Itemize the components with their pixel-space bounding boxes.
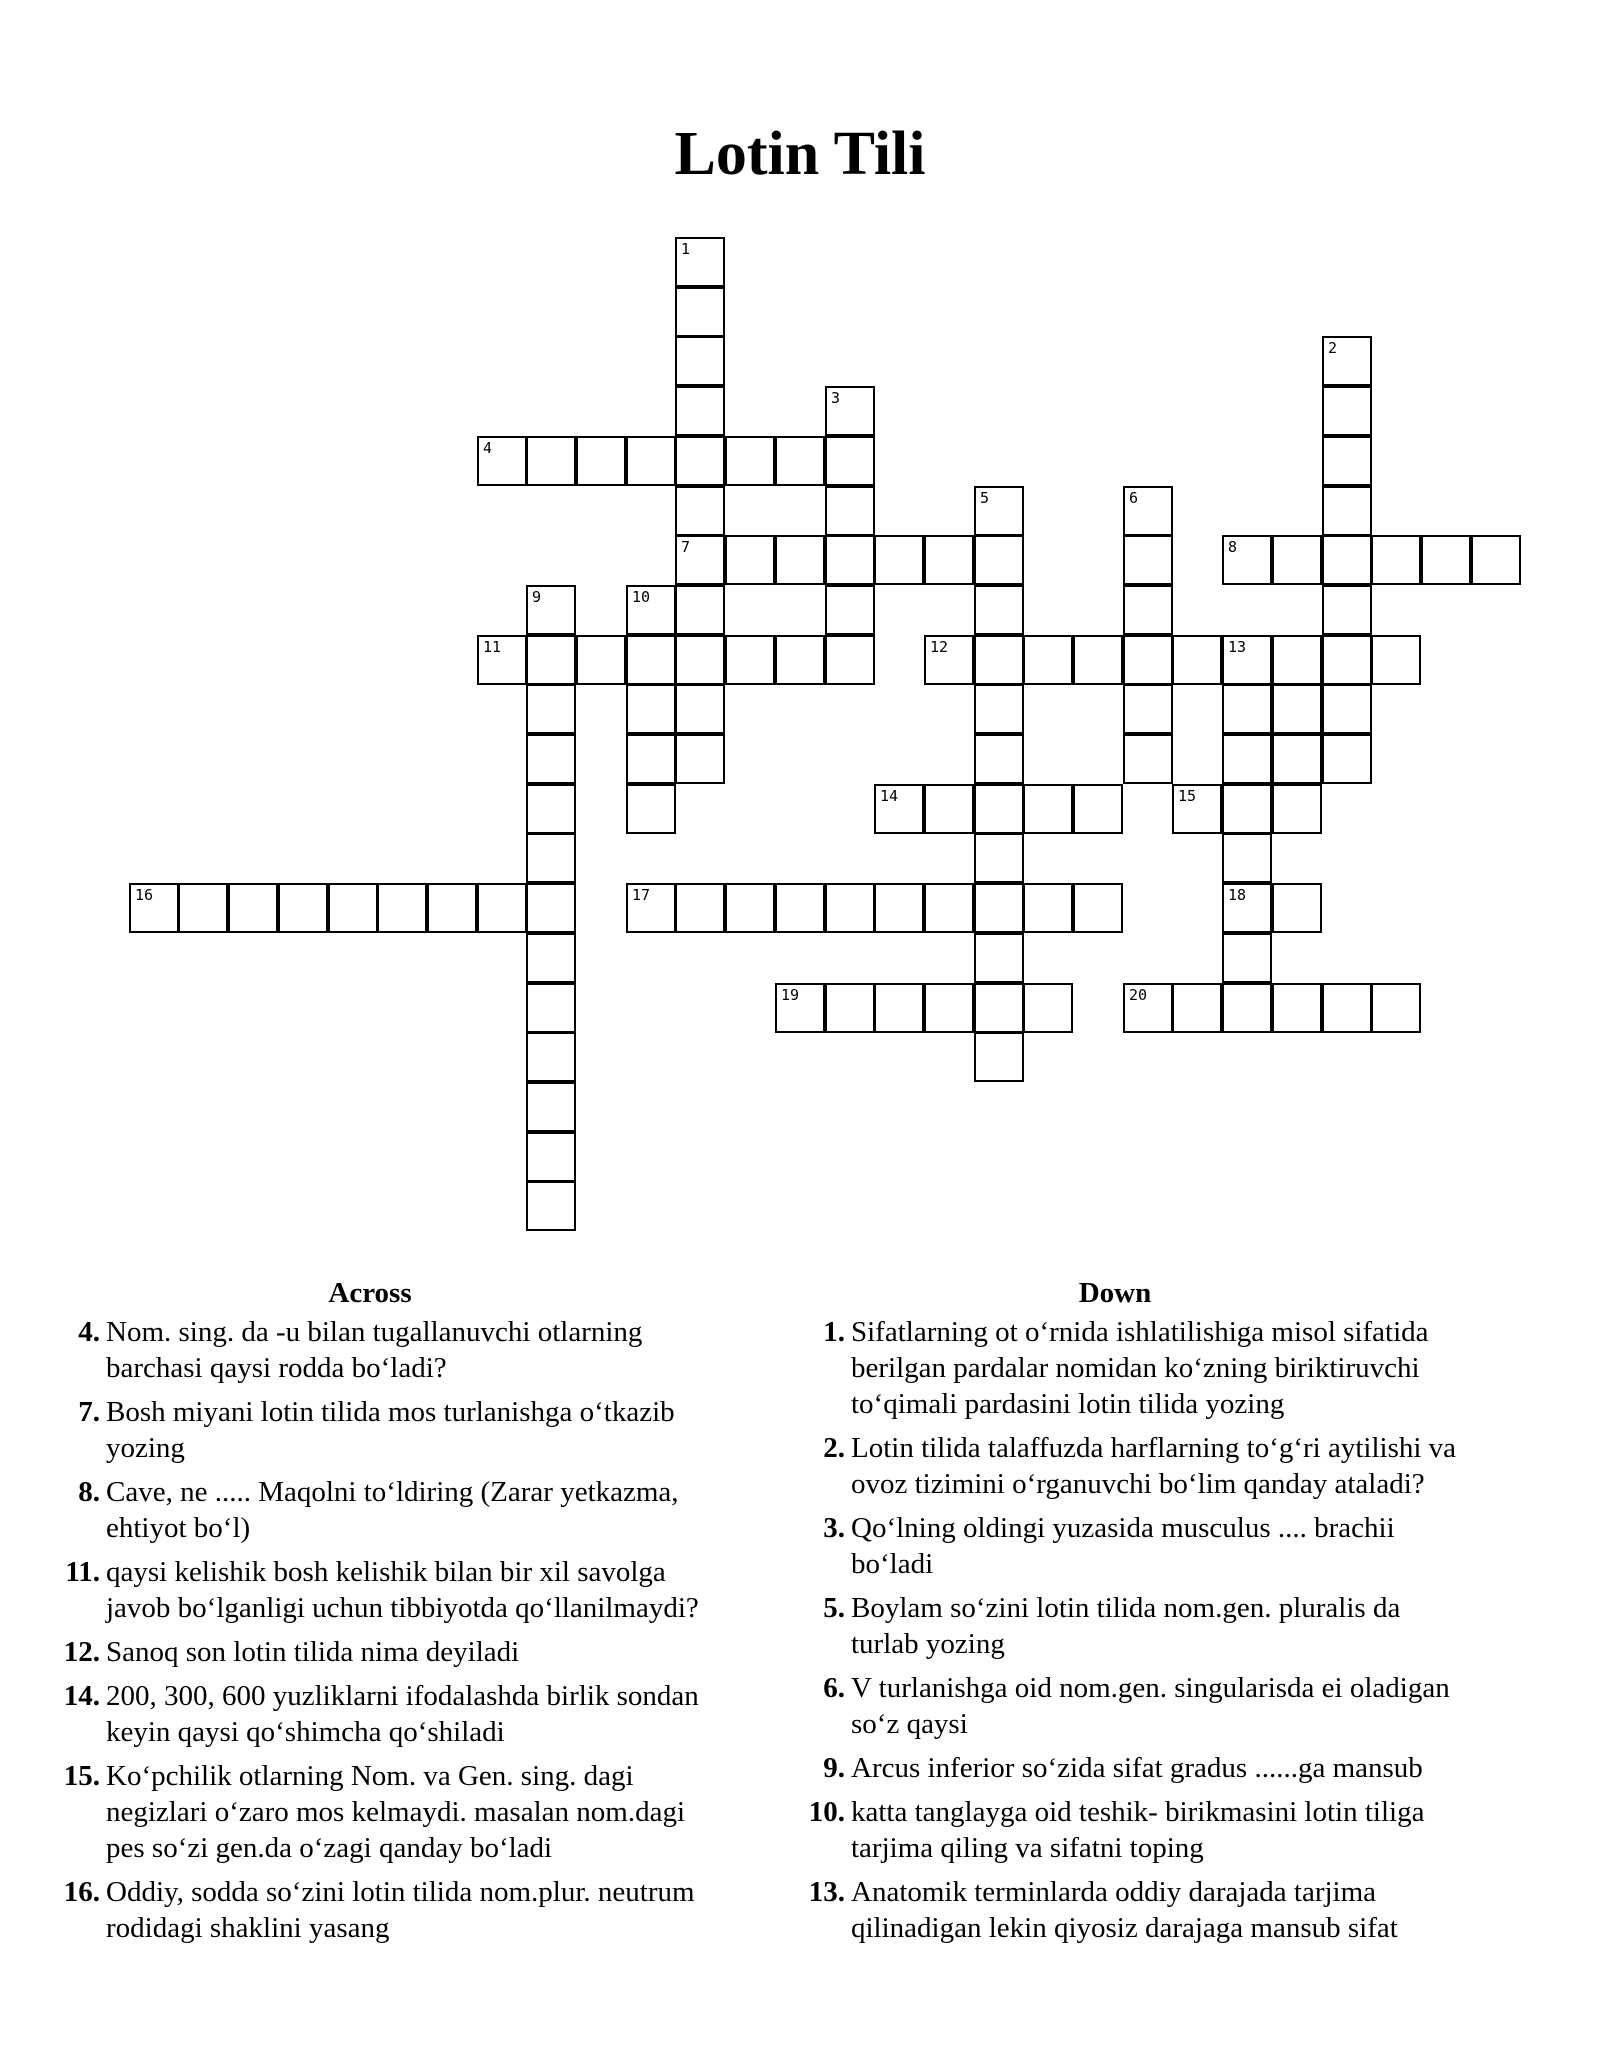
- down-heading: Down: [1078, 1277, 1152, 1309]
- grid-cell[interactable]: [874, 784, 924, 834]
- grid-cell[interactable]: [1222, 784, 1272, 834]
- grid-cell[interactable]: [526, 1132, 576, 1182]
- grid-cell[interactable]: [974, 883, 1024, 933]
- grid-cell[interactable]: [775, 436, 825, 486]
- grid-cell[interactable]: [1222, 983, 1272, 1033]
- clue-number: 5: [980, 489, 990, 507]
- grid-cell[interactable]: [1172, 983, 1222, 1033]
- clue-num: 8.: [78, 1476, 100, 1508]
- grid-cell[interactable]: [675, 535, 725, 585]
- grid-cell[interactable]: [974, 535, 1024, 585]
- grid-cell[interactable]: [1123, 734, 1173, 784]
- clue-text: Sanoq son lotin tilida nima deyiladi: [106, 1636, 520, 1668]
- grid-cell[interactable]: [1222, 535, 1272, 585]
- grid-cell[interactable]: [526, 1082, 576, 1132]
- across-clue: [20, 1394, 720, 1466]
- grid-cell[interactable]: [775, 983, 825, 1033]
- grid-cell[interactable]: [526, 1181, 576, 1231]
- grid-cell[interactable]: [974, 635, 1024, 685]
- clue-num: 13.: [808, 1876, 845, 1908]
- grid-cell[interactable]: [675, 635, 725, 685]
- grid-cell[interactable]: [1123, 585, 1173, 635]
- grid-cell[interactable]: [675, 287, 725, 337]
- grid-cell[interactable]: [1272, 684, 1322, 734]
- across-clue: [20, 1758, 720, 1866]
- grid-cell[interactable]: [1322, 336, 1372, 386]
- grid-cell[interactable]: [1272, 535, 1322, 585]
- grid-cell[interactable]: [1023, 983, 1073, 1033]
- grid-cell[interactable]: [725, 635, 775, 685]
- clue-number: 18: [1228, 886, 1247, 904]
- down-clue: [765, 1670, 1465, 1742]
- grid-cell[interactable]: [129, 883, 179, 933]
- grid-cell[interactable]: [526, 635, 576, 685]
- grid-cell[interactable]: [178, 883, 228, 933]
- grid-cell[interactable]: [1471, 535, 1521, 585]
- clue-text: Boylam soʻzini lotin tilida nom.gen. pluralis da turlab yozing: [851, 1592, 1401, 1660]
- clue-number: 17: [632, 886, 651, 904]
- grid-cell[interactable]: [328, 883, 378, 933]
- grid-cell[interactable]: [626, 436, 676, 486]
- grid-cell[interactable]: [1222, 883, 1272, 933]
- grid-cell[interactable]: [1172, 635, 1222, 685]
- grid-cell[interactable]: [1322, 734, 1372, 784]
- grid-cell[interactable]: [1371, 983, 1421, 1033]
- grid-cell[interactable]: [1371, 635, 1421, 685]
- grid-cell[interactable]: [924, 983, 974, 1033]
- clue-num: 10.: [808, 1796, 845, 1828]
- grid-cell[interactable]: [427, 883, 477, 933]
- grid-cell[interactable]: [725, 883, 775, 933]
- grid-cell[interactable]: [526, 684, 576, 734]
- clue-number: 9: [532, 588, 542, 606]
- across-clue: [20, 1474, 720, 1546]
- grid-cell[interactable]: [1322, 585, 1372, 635]
- clue-number: 7: [681, 538, 691, 556]
- grid-cell[interactable]: [874, 883, 924, 933]
- grid-cell[interactable]: [626, 734, 676, 784]
- clue-number: 1: [681, 240, 691, 258]
- grid-cell[interactable]: [1123, 635, 1173, 685]
- grid-cell[interactable]: [477, 635, 527, 685]
- grid-cell[interactable]: [874, 983, 924, 1033]
- grid-cell[interactable]: [974, 486, 1024, 536]
- across-heading: Across: [328, 1277, 412, 1309]
- grid-cell[interactable]: [874, 535, 924, 585]
- grid-cell[interactable]: [825, 535, 875, 585]
- down-clue: [765, 1874, 1465, 1946]
- clue-number: 12: [930, 638, 949, 656]
- clue-num: 16.: [63, 1876, 100, 1908]
- grid-cell[interactable]: [924, 535, 974, 585]
- grid-cell[interactable]: [1123, 486, 1173, 536]
- clue-num: 3.: [823, 1512, 845, 1544]
- grid-cell[interactable]: [675, 684, 725, 734]
- grid-cell[interactable]: [675, 336, 725, 386]
- grid-cell[interactable]: [278, 883, 328, 933]
- clue-text: Qoʻlning oldingi yuzasida musculus .... brachii boʻladi: [851, 1512, 1395, 1580]
- clue-number: 13: [1228, 638, 1247, 656]
- across-clue: [20, 1314, 720, 1386]
- grid-cell[interactable]: [626, 684, 676, 734]
- grid-cell[interactable]: [725, 436, 775, 486]
- clue-number: 4: [483, 439, 493, 457]
- down-clue: [765, 1314, 1465, 1422]
- down-clue: [765, 1750, 1465, 1786]
- grid-cell[interactable]: [725, 535, 775, 585]
- clue-num: 2.: [823, 1432, 845, 1464]
- grid-cell[interactable]: [974, 933, 1024, 983]
- clue-num: 9.: [823, 1752, 845, 1784]
- grid-cell[interactable]: [1322, 635, 1372, 685]
- grid-cell[interactable]: [228, 883, 278, 933]
- clue-num: 12.: [63, 1636, 100, 1668]
- grid-cell[interactable]: [1272, 784, 1322, 834]
- down-clue: [765, 1590, 1465, 1662]
- grid-cell[interactable]: [1421, 535, 1471, 585]
- grid-cell[interactable]: [1322, 386, 1372, 436]
- clue-text: Sifatlarning ot oʻrnida ishlatilishiga misol sifatida berilgan pardalar nomidan koʻzning biriktiruvchi toʻqimali pardasini lotin tilida yozing: [851, 1316, 1429, 1420]
- grid-cell[interactable]: [675, 585, 725, 635]
- clue-text: 200, 300, 600 yuzliklarni ifodalashda birlik sondan keyin qaysi qoʻshimcha qoʻshiladi: [106, 1680, 699, 1748]
- grid-cell[interactable]: [526, 933, 576, 983]
- clue-num: 11.: [65, 1556, 100, 1588]
- clue-num: 14.: [63, 1680, 100, 1712]
- grid-cell[interactable]: [675, 436, 725, 486]
- grid-cell[interactable]: [825, 635, 875, 685]
- grid-cell[interactable]: [1023, 883, 1073, 933]
- clue-number: 6: [1129, 489, 1139, 507]
- grid-cell[interactable]: [974, 734, 1024, 784]
- grid-cell[interactable]: [1023, 784, 1073, 834]
- puzzle-title: Lotin Tili: [674, 120, 926, 188]
- grid-cell[interactable]: [1123, 535, 1173, 585]
- grid-cell[interactable]: [974, 1032, 1024, 1082]
- grid-cell[interactable]: [626, 784, 676, 834]
- grid-cell[interactable]: [1073, 635, 1123, 685]
- clue-number: 11: [483, 638, 502, 656]
- across-clue: [20, 1874, 720, 1946]
- grid-cell[interactable]: [974, 684, 1024, 734]
- grid-cell[interactable]: [1272, 635, 1322, 685]
- grid-cell[interactable]: [924, 635, 974, 685]
- clue-text: Koʻpchilik otlarning Nom. va Gen. sing. dagi negizlari oʻzaro mos kelmaydi. masalan nom.dagi pes soʻzi gen.da oʻzagi qanday boʻladi: [106, 1760, 686, 1864]
- grid-cell[interactable]: [974, 833, 1024, 883]
- clue-number: 20: [1129, 986, 1148, 1004]
- clue-text: katta tanglayga oid teshik- birikmasini lotin tiliga tarjima qiling va sifatni toping: [851, 1796, 1425, 1864]
- across-clue: [20, 1554, 720, 1626]
- clue-number: 19: [781, 986, 800, 1004]
- grid-cell[interactable]: [526, 833, 576, 883]
- grid-cell[interactable]: [526, 983, 576, 1033]
- grid-cell[interactable]: [1073, 883, 1123, 933]
- grid-cell[interactable]: [477, 436, 527, 486]
- clue-num: 6.: [823, 1672, 845, 1704]
- grid-cell[interactable]: [1371, 535, 1421, 585]
- grid-cell[interactable]: [1172, 784, 1222, 834]
- grid-cell[interactable]: [775, 535, 825, 585]
- grid-cell[interactable]: [775, 883, 825, 933]
- grid-cell[interactable]: [1272, 983, 1322, 1033]
- grid-cell[interactable]: [675, 734, 725, 784]
- grid-cell[interactable]: [775, 635, 825, 685]
- grid-cell[interactable]: [1222, 833, 1272, 883]
- across-clue: [20, 1634, 720, 1670]
- clue-text: Oddiy, sodda soʻzini lotin tilida nom.plur. neutrum rodidagi shaklini yasang: [106, 1876, 695, 1944]
- clue-num: 5.: [823, 1592, 845, 1624]
- clue-text: V turlanishga oid nom.gen. singularisda ei oladigan soʻz qaysi: [851, 1672, 1450, 1740]
- grid-cell[interactable]: [626, 883, 676, 933]
- clue-number: 8: [1228, 538, 1238, 556]
- clue-number: 3: [831, 389, 841, 407]
- grid-cell[interactable]: [1222, 635, 1272, 685]
- grid-cell[interactable]: [377, 883, 427, 933]
- grid-cell[interactable]: [526, 436, 576, 486]
- grid-cell[interactable]: [1322, 684, 1372, 734]
- grid-cell[interactable]: [526, 784, 576, 834]
- grid-cell[interactable]: [675, 237, 725, 287]
- clue-num: 7.: [78, 1396, 100, 1428]
- grid-cell[interactable]: [825, 386, 875, 436]
- clue-number: 15: [1178, 787, 1197, 805]
- clue-text: Bosh miyani lotin tilida mos turlanishga oʻtkazib yozing: [106, 1396, 675, 1464]
- down-clue: [765, 1430, 1465, 1502]
- grid-cell[interactable]: [526, 585, 576, 635]
- grid-cell[interactable]: [675, 486, 725, 536]
- clue-text: Anatomik terminlarda oddiy darajada tarjima qilinadigan lekin qiyosiz darajaga mansub sifat: [851, 1876, 1398, 1944]
- grid-cell[interactable]: [576, 436, 626, 486]
- clue-text: Arcus inferior soʻzida sifat gradus ......ga mansub: [851, 1752, 1423, 1784]
- down-clues: [765, 1276, 1465, 1954]
- grid-cell[interactable]: [974, 784, 1024, 834]
- grid-cell[interactable]: [1272, 734, 1322, 784]
- down-clue: [765, 1794, 1465, 1866]
- grid-cell[interactable]: [1322, 983, 1372, 1033]
- grid-cell[interactable]: [825, 983, 875, 1033]
- clue-num: 1.: [823, 1316, 845, 1348]
- clue-number: 14: [880, 787, 899, 805]
- grid-cell[interactable]: [526, 1032, 576, 1082]
- clue-number: 2: [1328, 339, 1338, 357]
- grid-cell[interactable]: [526, 734, 576, 784]
- grid-cell[interactable]: [1322, 486, 1372, 536]
- grid-cell[interactable]: [924, 784, 974, 834]
- grid-cell[interactable]: [924, 883, 974, 933]
- clue-text: qaysi kelishik bosh kelishik bilan bir xil savolga javob boʻlganligi uchun tibbiyotda qoʻllanilmaydi?: [106, 1556, 699, 1624]
- grid-cell[interactable]: [675, 386, 725, 436]
- down-clue: [765, 1510, 1465, 1582]
- clue-number: 16: [135, 886, 154, 904]
- grid-cell[interactable]: [1023, 635, 1073, 685]
- grid-cell[interactable]: [1222, 933, 1272, 983]
- grid-cell[interactable]: [1123, 983, 1173, 1033]
- grid-cell[interactable]: [825, 883, 875, 933]
- grid-cell[interactable]: [1272, 883, 1322, 933]
- across-clues: [20, 1276, 720, 1954]
- clue-text: Lotin tilida talaffuzda harflarning toʻgʻri aytilishi va ovoz tizimini oʻrganuvchi boʻlim qanday ataladi?: [851, 1432, 1457, 1500]
- grid-cell[interactable]: [1322, 436, 1372, 486]
- grid-cell[interactable]: [825, 585, 875, 635]
- clue-text: Cave, ne ..... Maqolni toʻldiring (Zarar yetkazma, ehtiyot boʻl): [106, 1476, 679, 1544]
- grid-cell[interactable]: [576, 635, 626, 685]
- grid-cell[interactable]: [675, 883, 725, 933]
- grid-cell[interactable]: [974, 983, 1024, 1033]
- across-clue: [20, 1678, 720, 1750]
- grid-cell[interactable]: [477, 883, 527, 933]
- grid-cell[interactable]: [1222, 684, 1272, 734]
- grid-cell[interactable]: [526, 883, 576, 933]
- clue-num: 15.: [63, 1760, 100, 1792]
- grid-cell[interactable]: [1073, 784, 1123, 834]
- grid-cell[interactable]: [1322, 535, 1372, 585]
- grid-cell[interactable]: [1222, 734, 1272, 784]
- grid-cell[interactable]: [974, 585, 1024, 635]
- clue-text: Nom. sing. da -u bilan tugallanuvchi otlarning barchasi qaysi rodda boʻladi?: [106, 1316, 643, 1384]
- grid-cell[interactable]: [626, 585, 676, 635]
- clue-number: 10: [632, 588, 651, 606]
- grid-cell[interactable]: [626, 635, 676, 685]
- grid-cell[interactable]: [825, 486, 875, 536]
- grid-cell[interactable]: [1123, 684, 1173, 734]
- clue-num: 4.: [78, 1316, 100, 1348]
- grid-cell[interactable]: [825, 436, 875, 486]
